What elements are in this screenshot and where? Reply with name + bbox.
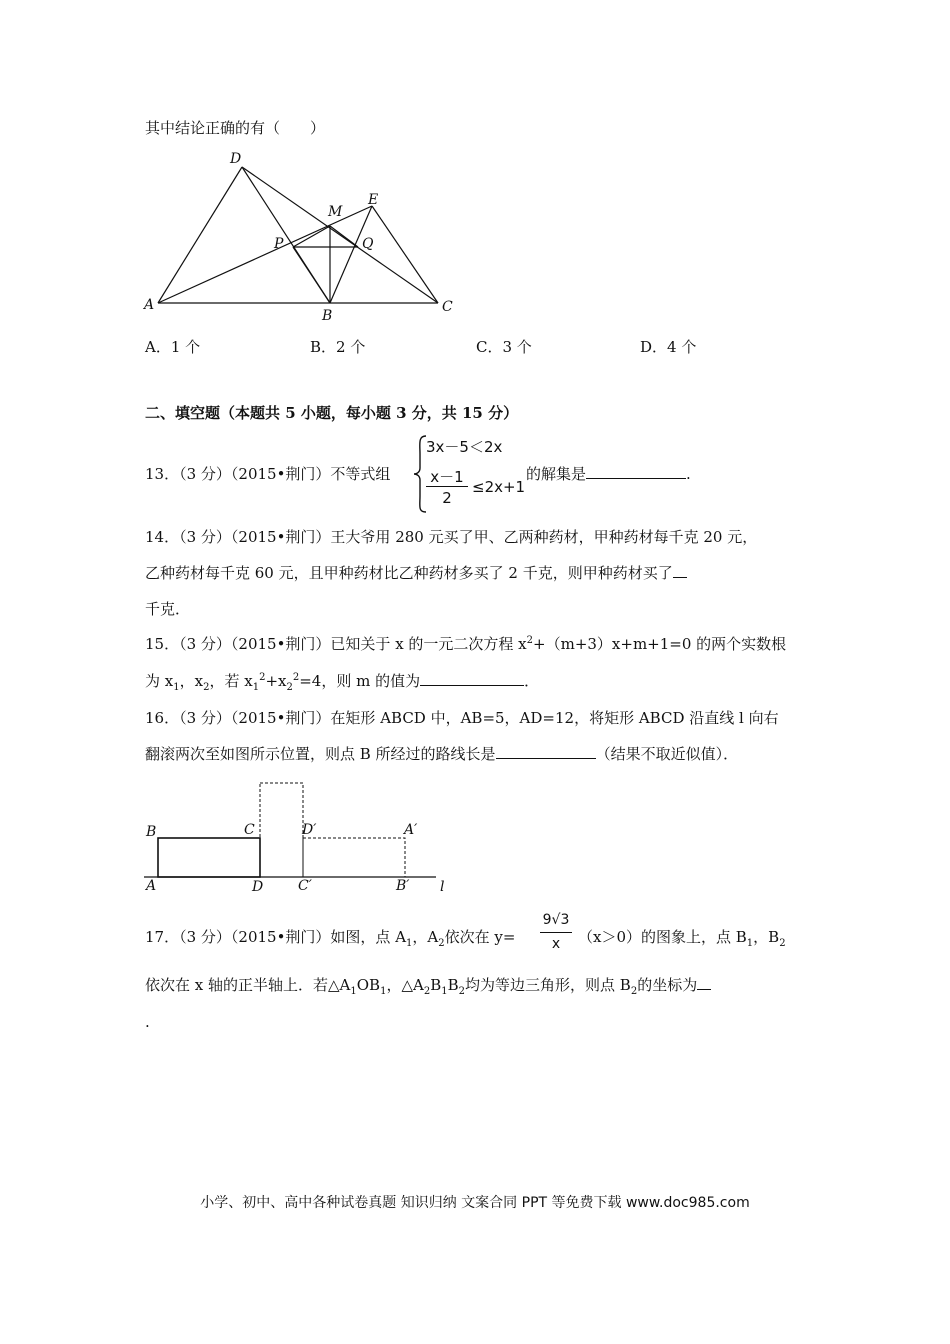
question-intro: 其中结论正确的有（ ） (145, 119, 326, 137)
q13-ineq2-rhs: ≤2x+1 (472, 478, 526, 496)
label-C-prime: C′ (298, 878, 312, 894)
label-Q: Q (362, 236, 374, 252)
q16-answer-blank (496, 744, 596, 759)
option-c: C．3 个 (476, 338, 532, 356)
q14-line3: 千克． (145, 600, 191, 618)
q14-line2: 乙种药材每千克 60 元，且甲种药材比乙种药材多买了 2 千克，则甲种药材买了 (145, 563, 687, 583)
page-footer: 小学、初中、高中各种试卷真题 知识归纳 文案合同 PPT 等免费下载 www.doc985.com (200, 1195, 750, 1211)
label-C: C (442, 299, 453, 315)
label-A-prime: A′ (404, 822, 418, 838)
q17-frac-num: 9√3 (542, 912, 570, 928)
geometry-figure-1 (140, 148, 460, 328)
label-D: D (252, 879, 264, 895)
q17-line1b: （x＞0）的图象上，点 $B_1$，$B_2$ (578, 928, 786, 949)
option-d: D．4 个 (640, 338, 697, 356)
section-heading: 二、填空题（本题共 5 小题，每小题 3 分，共 15 分） (145, 404, 519, 422)
label-D: D (230, 151, 242, 167)
q15-line1: 15．（3 分）（2015•荆门）已知关于 x 的一元二次方程 $x^2+(m+3)x+m+1=0$ 的两个实数根 (145, 635, 787, 653)
label-B: B (146, 824, 157, 840)
q17-line1a: 17．（3 分）（2015•荆门）如图，点 $A_1$，$A_2$依次在 y= (145, 928, 516, 949)
option-b: B．2 个 (310, 338, 366, 356)
q15-line2: 为 $x_1$，$x_2$，若 $x_1^2+x_2^2=4$，则 m 的值为 ． (145, 672, 540, 693)
label-B-prime: B′ (396, 878, 410, 894)
q17-line2: 依次在 x 轴的正半轴上．若$\triangle A_1OB_1$，$\triangle A_2B_1B_2$均为等边三角形，则点 $B_2$的坐标为 (145, 975, 711, 995)
label-B: B (322, 308, 333, 324)
q14-line1: 14．（3 分）（2015•荆门）王大爷用 280 元买了甲、乙两种药材，甲种药材每千克 20 元， (145, 528, 758, 546)
q13-ineq1: 3x－5＜2x (426, 438, 503, 456)
q14-answer-blank (673, 563, 687, 578)
q16-line1: 16．（3 分）（2015•荆门）在矩形 ABCD 中，AB=5，AD=12，将矩形 ABCD 沿直线 l 向右 (145, 709, 779, 727)
q17-frac-line (540, 932, 572, 933)
q13-prefix: 13．（3 分）（2015•荆门）不等式组 (145, 465, 391, 483)
label-C: C (244, 822, 255, 838)
option-a: A．1 个 (145, 338, 201, 356)
geometry-figure-2 (140, 775, 460, 895)
label-l: l (440, 879, 445, 895)
label-A: A (146, 878, 157, 894)
q15-answer-blank (420, 671, 524, 686)
q17-line3: . (145, 1013, 150, 1031)
q16-line2: 翻滚两次至如图所示位置，则点 B 所经过的路线长是 （结果不取近似值）． (145, 745, 739, 763)
label-P: P (274, 236, 284, 252)
q17-answer-blank (697, 975, 711, 990)
label-D-prime: D′ (302, 822, 317, 838)
label-M: M (328, 204, 343, 220)
q13-ineq2-den: 2 (442, 489, 452, 507)
q13-frac-line (426, 486, 468, 487)
q13-ineq2-num: x－1 (430, 468, 464, 486)
q13-answer-blank (586, 464, 686, 479)
q13-suffix: 的解集是 . (526, 465, 691, 483)
q17-frac-den: x (551, 936, 561, 952)
label-E: E (368, 192, 379, 208)
label-A: A (144, 297, 155, 313)
